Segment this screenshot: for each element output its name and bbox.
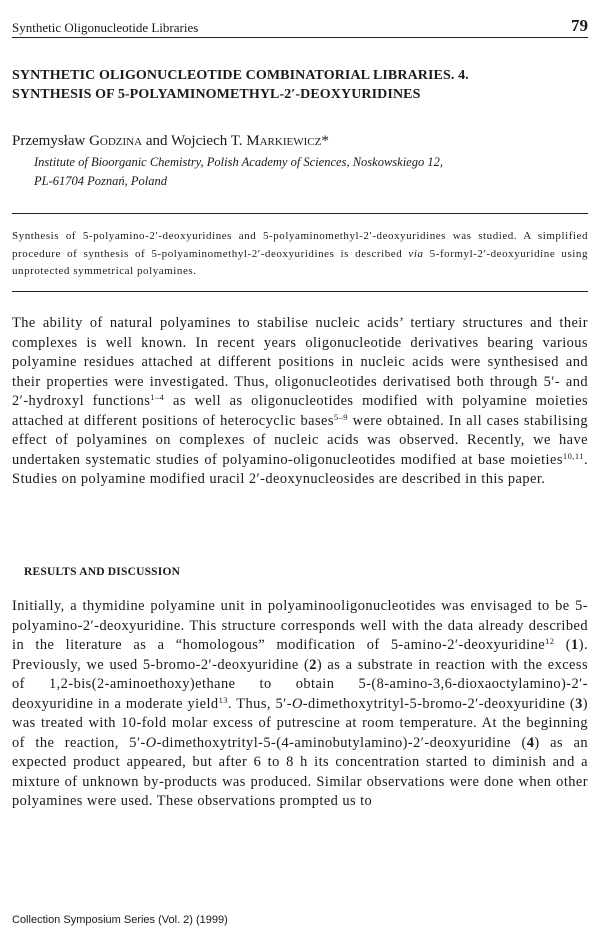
results-text-5: . Thus, 5′-: [227, 695, 292, 712]
article-title-line-1: SYNTHETIC OLIGONUCLEOTIDE COMBINATORIAL LIBRARIES. 4.: [12, 68, 469, 83]
article-title: [12, 66, 588, 104]
abstract-italic-via: via: [408, 247, 424, 260]
affiliation-line-2: PL-61704 Poznań, Poland: [34, 173, 167, 188]
abstract-text: [12, 228, 588, 281]
results-text-7: ) was treated with 10-fold molar excess of putrescine at room temperature. At the beginning of the reaction, 5′-: [12, 695, 588, 751]
results-text-2: (: [554, 637, 572, 653]
abstract-part-2: 5-formyl-2′-deoxyuridine using unprotected symmetrical polyamines.: [12, 247, 588, 277]
results-text-3: ). Previously, we used 5-bromo-2′-deoxyuridine (: [12, 637, 588, 673]
section-heading: RESULTS AND DISCUSSION: [24, 566, 181, 578]
reference-superscript: 5–9: [333, 411, 348, 422]
author-1-family-name: Godzina: [89, 133, 143, 149]
reference-superscript: 10,11: [562, 450, 584, 461]
results-text-1: Initially, a thymidine polyamine unit in polyaminooligonucleotides was envisaged to be 5-polyamino-2′-deoxyuridine. This structure corresponds well with the data already described in the literature as a “homologous” modification of 5-amino-2′-deoxyuridine: [12, 598, 588, 653]
running-title: Synthetic Oligonucleotide Libraries: [12, 20, 199, 35]
author-list: [12, 133, 329, 150]
compound-number: 4: [526, 734, 535, 751]
page-number: 79: [571, 16, 588, 35]
intro-text-1: The ability of natural polyamines to stabilise nucleic acids’ tertiary structures and their complexes is well known. In recent years oligonucleotide derivatives bearing various polyamine residues attached at different positions in nucleic acids were synthesised and their properties were investigated. Thus, oligonucleotides derivatised both through 5′- and 2′-hydroxyl functions: [12, 315, 588, 409]
compound-number: 1: [571, 637, 579, 653]
results-text-9: ) as an expected product appeared, but after 6 to 8 h its concentration started to diminish and a mixture of unknown by-products was produced. Similar observations were done when other polyamines were used. These observations prompted us to: [12, 734, 588, 809]
affiliation-line-1: Institute of Bioorganic Chemistry, Polish Academy of Sciences, Noskowskiego 12,: [34, 155, 443, 169]
author-affiliation: [34, 153, 588, 190]
reference-superscript: 12: [545, 636, 555, 646]
compound-number: 3: [575, 695, 583, 712]
abstract-part-1: Synthesis of 5-polyamino-2′-deoxyuridines and 5-polyaminomethyl-2′-deoxyuridines was studied. A simplified procedure of synthesis of 5-polyaminomethyl-2′-deoxyuridines is described: [12, 230, 588, 260]
author-conjunction: and: [142, 133, 171, 149]
intro-text-2: as well as oligonucleotides modified with polyamine moieties attached at different positions of heterocyclic bases: [12, 393, 588, 429]
italic-o: O: [291, 695, 303, 712]
footer-citation: Collection Symposium Series (Vol. 2) (1999): [12, 914, 228, 926]
article-title-line-2: SYNTHESIS OF 5-POLYAMINOMETHYL-2′-DEOXYURIDINES: [12, 87, 421, 102]
italic-o: O: [145, 734, 157, 751]
results-text-8: -dimethoxytrityl-5-(4-aminobutylamino)-2′-deoxyuridine (: [156, 734, 527, 751]
results-text-4: ) as a substrate in reaction with the excess of 1,2-bis(2-aminoethoxy)ethane to obtain 5-(8-amino-3,6-dioxaoctylamino)-2′-deoxyuridine in a moderate yield: [12, 656, 588, 712]
reference-superscript: 1–4: [150, 392, 165, 402]
results-paragraph: [12, 597, 588, 812]
intro-paragraph: [12, 314, 588, 490]
intro-text-3: were obtained. In all cases stabilising effect of polyamines on complexes of nucleic acids was observed. Recently, we have undertaken systematic studies of polyamino-oligonucleotides modified at base moieties: [12, 412, 588, 468]
compound-number: 2: [309, 656, 317, 673]
corresponding-author-mark: *: [321, 133, 329, 149]
results-text-6: -dimethoxytrityl-5-bromo-2′-deoxyuridine (: [302, 695, 576, 712]
author-2-given-name: Wojciech T.: [170, 133, 247, 149]
author-1-given-name: Przemysław: [12, 133, 90, 149]
intro-text-4: . Studies on polyamine modified uracil 2′-deoxynucleosides are described in this paper.: [12, 451, 588, 487]
author-2-family-name: Markiewicz: [246, 133, 322, 149]
abstract-box: [12, 213, 588, 292]
running-header: [12, 14, 588, 38]
reference-superscript: 13: [218, 694, 228, 705]
